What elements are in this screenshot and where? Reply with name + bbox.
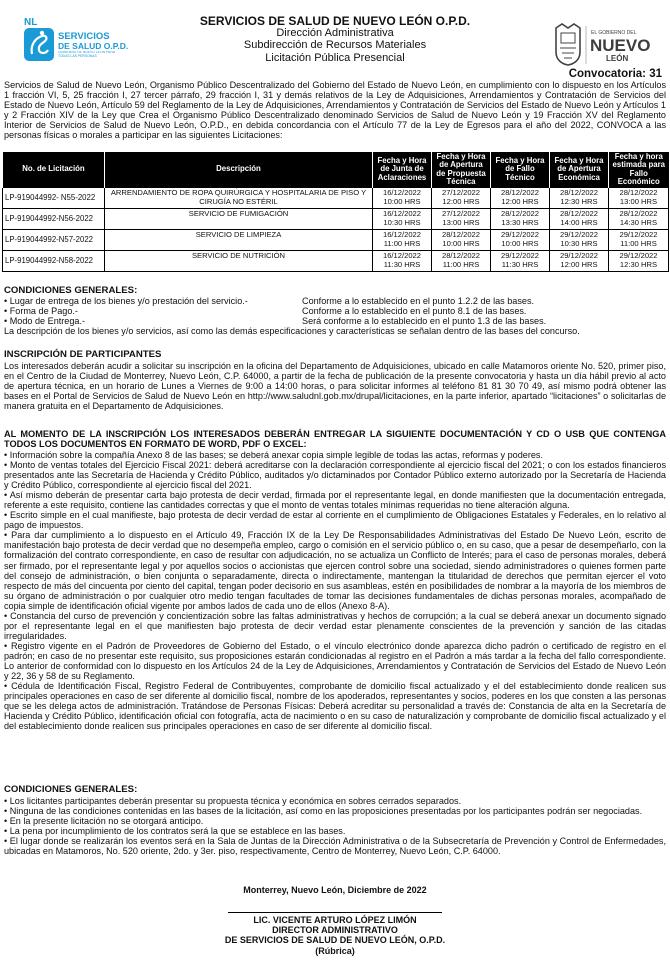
signature-block	[150, 915, 520, 956]
header-line-3: Subdirección de Recursos Materiales	[243, 39, 427, 52]
cell-descripcion: SERVICIO DE NUTRICIÓN	[105, 251, 373, 272]
table-row	[3, 251, 669, 272]
cell-apertura-tecnica: 28/12/2022 10:00 HRS	[432, 230, 491, 251]
condition-value: Conforme a lo establecido en el punto 1.2.2 de las bases.	[302, 296, 535, 306]
logo-right-small: EL GOBIERNO DEL	[591, 30, 637, 36]
conditions-note: La descripción de los bienes y/o servicios, así como las demás especificaciones y características se señalan dentro de las bases del concurso.	[4, 326, 580, 337]
convocatoria-number: Convocatoria: 31	[568, 68, 662, 80]
documentacion-item: • Registro vigente en el Padrón de Proveedores de Gobierno del Estado, o el vínculo electrónico donde aparezca dicho padrón o certificado de registro en el padrón; en caso de no presentar este requisito, sus proposiciones estarán condicionadas al registro en el Padrón a más tardar a la fecha del fallo correspondiente. Lo anterior de conformidad con lo dispuesto en los Artículos 24 de la Ley de Adquisiciones, Arrendamientos y Contratación de Servicios del Estado de Nuevo León y 22, 36 y 58 de su Reglamento.	[4, 640, 666, 682]
logo-right-bottom: LEÓN	[606, 54, 629, 63]
cell-apertura-tecnica: 27/12/2022 12:00 HRS	[432, 188, 491, 209]
signer-role-1: DIRECTOR ADMINISTRATIVO	[272, 925, 398, 936]
cell-junta: 16/12/2022 10:30 HRS	[373, 209, 432, 230]
cell-fallo-economico: 29/12/2022 12:30 HRS	[609, 251, 669, 272]
cell-apertura-economica: 28/12/2022 14:00 HRS	[550, 209, 609, 230]
place-date: Monterrey, Nuevo León, Diciembre de 2022	[243, 885, 427, 895]
col-header-fallo-tecnico: Fecha y Hora de Fallo Técnico	[491, 152, 550, 188]
cell-apertura-economica: 28/12/2022 12:30 HRS	[550, 188, 609, 209]
documentacion-item: • Así mismo deberán de presentar carta bajo protesta de decir verdad, firmada por el representante legal, en donde manifiesten que la documentación entregada, referente a este requisito, contiene las cantidades correctas y que el monto de ventas totales mínimas requeridas no tiene alteración alguna.	[4, 490, 666, 511]
conditions2-title: CONDICIONES GENERALES:	[4, 784, 138, 795]
table-row	[3, 230, 669, 251]
cell-fallo-economico: 28/12/2022 13:00 HRS	[609, 188, 669, 209]
col-header-apertura-economica: Fecha y Hora de Apertura Económica	[550, 152, 609, 188]
documentacion-item: • Cédula de Identificación Fiscal, Registro Federal de Contribuyentes, comprobante de domicilio fiscal actualizado y el del establecimiento donde realicen sus principales operaciones en caso de ser diferente al domicilio fiscal, nombre de los apoderados, representantes y socios, poderes en los que consten a las personas que se les delega actos de administración. Tratándose de Personas Físicas: Deberá acreditar su personalidad a través de: Constancia de alta en la Secretaría de Hacienda y Crédito Público, identificación oficial con fotografía, acta de nacimiento o en su caso de naturalización y comprobante de domicilio fiscal actualizado y el del establecimiento donde realicen sus principales operaciones en caso de ser diferente al domicilio fiscal.	[4, 681, 666, 732]
documentacion-item: • Para dar cumplimiento a lo dispuesto en el Artículo 49, Fracción IX de la Ley De Responsabilidades Administrativas del Estado De Nuevo León, escrito de manifestación bajo protesta de decir verdad que no desempeña empleo, cargo o comisión en el servicio público o, en su caso, que a pesar de desempeñarlo, con la formalización del contrato correspondiente, en caso de resultar con adjudicación, no se actualiza un Conflicto de Interés; para el caso de personas morales, deberá ser firmado, por el representante legal y por aquellos socios o accionistas que ejercen control sobre una sociedad, siendo administradores o quienes formen parte del consejo de administración, o bien conjunta o separadamente, directa o indirectamente, mantengan la titularidad de derechos que permitan ejercer el voto respecto de más del cincuenta por ciento del capital, tengan poder decisorio en sus asambleas, estén en posibilidades de nombrar a la mayoría de los miembros de su órgano de administración o por cualquier otro medio tengan facultades de tomar las decisiones fundamentales de dichas personas morales, acompañado de copia simple de identificación oficial vigente por ambos lados de cada uno de ellos (Anexo 8-A).	[4, 530, 666, 611]
conditions-title: CONDICIONES GENERALES:	[4, 285, 138, 296]
table-row	[3, 209, 669, 230]
conditions-list	[4, 296, 666, 336]
cell-apertura-tecnica: 28/12/2022 11:00 HRS	[432, 251, 491, 272]
col-header-junta: Fecha y Hora de Junta de Aclaraciones	[373, 152, 432, 188]
cell-numero: LP-919044992-N58-2022	[3, 251, 105, 272]
condition-item	[4, 296, 666, 306]
condition-value: Será conforme a lo establecido en el punto 1.3 de las bases.	[302, 316, 547, 327]
cell-junta: 16/12/2022 11:00 HRS	[373, 230, 432, 251]
cell-junta: 16/12/2022 10:00 HRS	[373, 188, 432, 209]
col-header-apertura-tecnica: Fecha y Hora de Apertura de Propuesta Técnica	[432, 152, 491, 188]
logo-line2: DE SALUD O.P.D.	[58, 41, 129, 51]
cell-fallo-economico: 29/12/2022 11:00 HRS	[609, 230, 669, 251]
cell-fallo-tecnico: 29/12/2022 11:30 HRS	[491, 251, 550, 272]
gobierno-nuevo-leon-logo	[548, 22, 660, 66]
signer-name: LIC. VICENTE ARTURO LÓPEZ LIMÓN	[253, 915, 417, 925]
signature-line	[228, 912, 442, 913]
rubrica-label: (Rúbrica)	[315, 945, 355, 956]
header-line-2: Dirección Administrativa	[276, 27, 394, 40]
table-header-row	[3, 152, 669, 188]
page-title: SERVICIOS DE SALUD DE NUEVO LEÓN O.P.D.	[199, 14, 471, 28]
notice-header	[150, 15, 520, 64]
cell-apertura-economica: 29/12/2022 12:00 HRS	[550, 251, 609, 272]
conditions2-list	[4, 796, 666, 856]
logo-right-big: NUEVO	[590, 36, 651, 55]
cell-junta: 16/12/2022 11:30 HRS	[373, 251, 432, 272]
condition2-item: • En la presente licitación no se otorgará anticipo.	[4, 816, 204, 827]
servicios-salud-logo	[22, 14, 132, 64]
condition2-item: • Ninguna de las condiciones contenidas en las bases de la licitación, así como en las proposiciones presentadas por los participantes podrán ser negociadas.	[4, 806, 643, 817]
condition-label: • Lugar de entrega de los bienes y/o prestación del servicio.-	[4, 296, 248, 306]
documentacion-item: • Constancia del curso de prevención y concientización sobre las faltas administrativas y hechos de corrupción; a la cual se deberá anexar un documento signado por el representante legal en el que manifiesten bajo protesta de decir verdad estar plenamente conscientes de la prevención y sanción de las citadas irregularidades.	[4, 610, 666, 641]
col-header-fallo-economico: Fecha y hora estimada para Fallo Económico	[609, 152, 669, 188]
condition2-item: • Los licitantes participantes deberán presentar su propuesta técnica y económica en sobres cerrados separados.	[4, 796, 462, 806]
cell-apertura-economica: 29/12/2022 10:30 HRS	[550, 230, 609, 251]
cell-fallo-economico: 28/12/2022 14:30 HRS	[609, 209, 669, 230]
logo-line1: SERVICIOS	[58, 31, 110, 42]
signer-role-2: DE SERVICIOS DE SALUD DE NUEVO LEÓN, O.P.D.	[224, 935, 446, 946]
documentacion-item: • Información sobre la compañía Anexo 8 de las bases; se deberá anexar copia simple legible de todas las actas, reformas y poderes.	[4, 450, 544, 460]
condition-item	[4, 306, 666, 316]
table-row	[3, 188, 669, 209]
condition-value: Conforme a lo establecido en el punto 8.1 de las bases.	[302, 306, 527, 317]
condition2-item: • La pena por incumplimiento de los contratos será la que se establece en las bases.	[4, 826, 346, 837]
condition-label: • Forma de Pago.-	[4, 306, 78, 317]
condition-label: • Modo de Entrega.-	[4, 316, 86, 327]
intro-paragraph: Servicios de Salud de Nuevo León, Organismo Público Descentralizado del Gobierno del Estado de Nuevo León, en cumplimiento con lo dispuesto en los Artículos 1 fracción VI, 5, 25 fracción I, 27 tercer párrafo, 29 fracción I, 31 y demás relativos de la Ley de Adquisiciones, Arrendamientos y Contratación de Servicios del Estado de Nuevo León, Artículo 59 del Reglamento de la Ley de Adquisiciones, Arrendamientos y Contratación de Servicios del Estado de Nuevo León y Artículos 1 y 2 Fracción XIV de la Ley que Crea el Organismo Público Descentralizado denominado Servicios de Salud de Nuevo León y 19 Fracción XV del Reglamento Interior de Servicios de Salud de Nuevo León, O.P.D., en debida concordancia con el Artículo 77 de la Ley de Egresos para el año del 2022, CONVOCA a las personas físicas o morales a participar en las siguientes Licitaciones:	[4, 80, 666, 141]
header-line-4: Licitación Pública Presencial	[265, 51, 405, 64]
col-header-numero: No. de Licitación	[3, 152, 105, 188]
cell-numero: LP-919044992-N56-2022	[3, 209, 105, 230]
cell-descripcion: SERVICIO DE LIMPIEZA	[105, 230, 373, 251]
col-header-descripcion: Descripción	[105, 152, 373, 188]
cell-descripcion: ARRENDAMIENTO DE ROPA QUIRÚRGICA Y HOSPITALARIA DE PISO Y CIRUGÍA NO ESTÉRIL	[105, 188, 373, 209]
cell-fallo-tecnico: 28/12/2022 12:00 HRS	[491, 188, 550, 209]
inscripcion-title: INSCRIPCIÓN DE PARTICIPANTES	[4, 349, 162, 360]
cell-apertura-tecnica: 27/12/2022 13:00 HRS	[432, 209, 491, 230]
inscripcion-paragraph: Los interesados deberán acudir a solicitar su inscripción en la oficina del Departamento de Adquisiciones, ubicado en calle Matamoros oriente No. 520, primer piso, en el Centro de la Ciudad de Monterrey, Nuevo León, C.P. 64000, a partir de la fecha de publicación de la presente convocatoria y hasta un día hábil previo al acto de apertura técnica, en un horario de Lunes a Viernes de 9:00 a 14:00 horas, o para solicitar informes al teléfono 81 81 30 70 49, así mismo podrá obtener las bases en el Portal de Servicios de Salud de Nuevo León en http://www.saludnl.gob.mx/drupal/licitaciones, en la parte inferior, apartado “licitaciones” o solicitarlas de manera gratuita en el Departamento de Adquisiciones.	[4, 361, 666, 412]
condition-item	[4, 316, 666, 326]
logo-badge-text: NL	[24, 17, 38, 28]
documentacion-item: • Monto de ventas totales del Ejercicio Fiscal 2021: deberá acreditarse con la declaración correspondiente al ejercicio fiscal del 2021; o con los estados financieros presentados ante las Secretaría de Hacienda y Crédito Público, auditados y/o dictaminados por Contador Público externo autorizado por la Secretaría de Hacienda y Crédito Público, correspondiente al ejercicio fiscal del 2021.	[4, 460, 666, 491]
documentacion-list	[4, 450, 666, 731]
documentacion-item: • Escrito simple en el cual manifieste, bajo protesta de decir verdad de estar al corriente en el cumplimiento de Obligaciones Estatales y Federales, en lo relativo al pago de impuestos.	[4, 510, 666, 531]
condition2-item: • El lugar donde se realizarán los eventos será en la Sala de Juntas de la Dirección Administrativa o de la Subsecretaría de Prevención y Control de Enfermedades, ubicadas en Matamoros, No. 520 oriente, 2do. y 3er. piso, respectivamente, Centro de Monterrey, Nuevo León, C.P. 64000.	[4, 836, 666, 857]
cell-numero: LP-919044992- N55-2022	[3, 188, 105, 209]
logo-tagline: GOBIERNO DE NUEVO LEÓN PARA TODAS LAS PERSONAS	[58, 51, 115, 58]
cell-fallo-tecnico: 29/12/2022 10:00 HRS	[491, 230, 550, 251]
cell-descripcion: SERVICIO DE FUMIGACIÓN	[105, 209, 373, 230]
licitaciones-table	[2, 152, 669, 272]
cell-numero: LP-919044992-N57-2022	[3, 230, 105, 251]
cell-fallo-tecnico: 28/12/2022 13:30 HRS	[491, 209, 550, 230]
documentacion-title: AL MOMENTO DE LA INSCRIPCIÓN LOS INTERESADOS DEBERÁN ENTREGAR LA SIGUIENTE DOCUMENTACIÓN Y CD O USB QUE CONTENGA TODOS LOS DOCUMENTOS EN FORMATO DE WORD, PDF O EXCEL:	[4, 429, 666, 449]
